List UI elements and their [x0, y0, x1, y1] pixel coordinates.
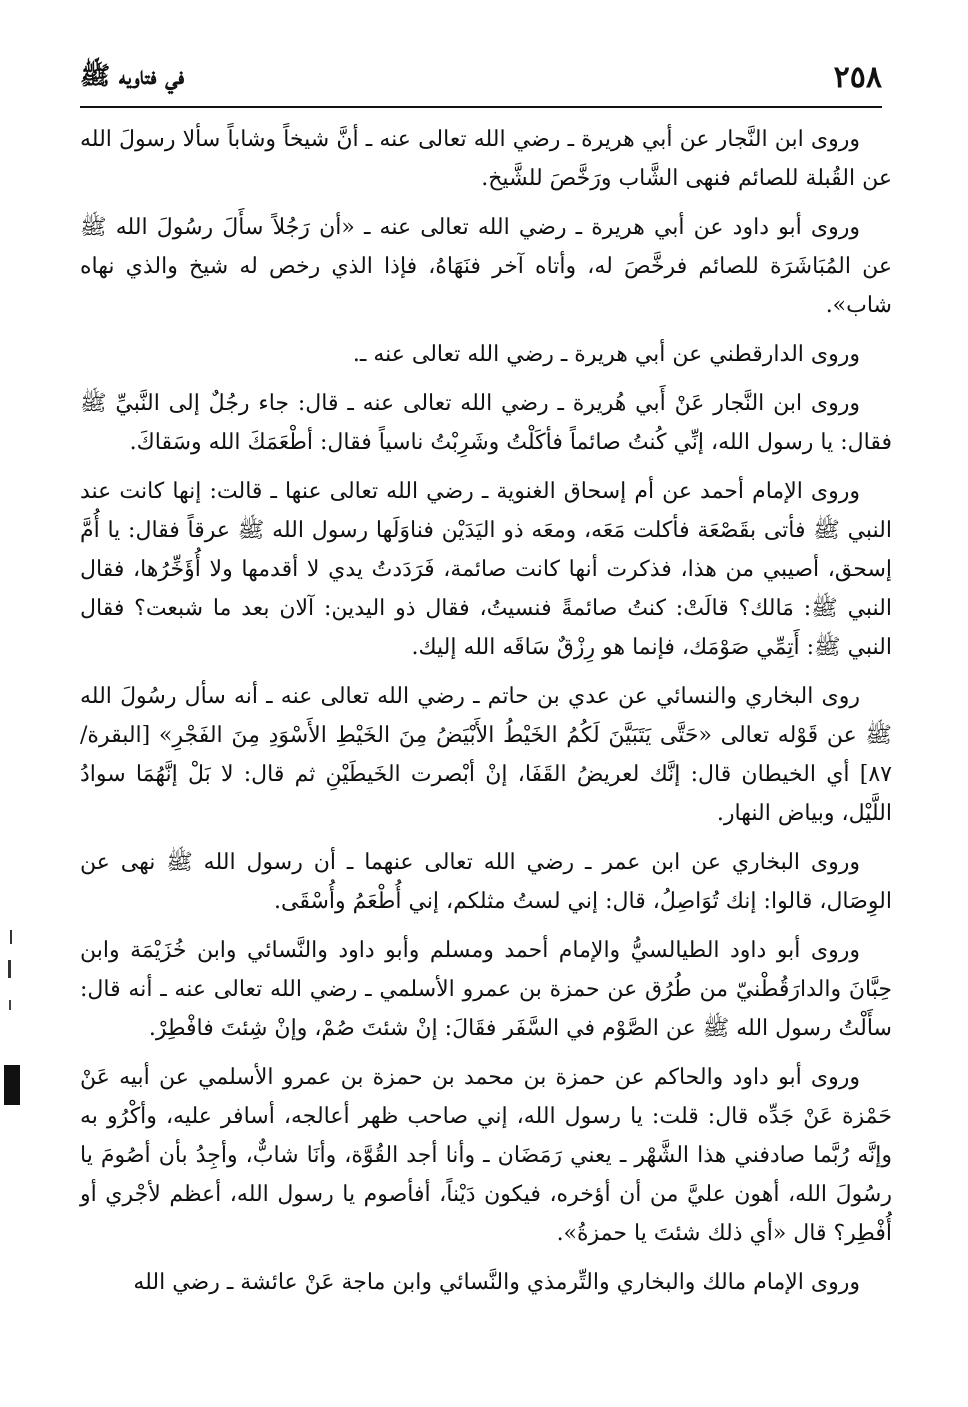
paragraph-9: وروى أبو داود والحاكم عن حمزة بن محمد بن حمزة بن عمرو الأسلمي عن أبيه عَنْ حَمْزة عَنْ جَدِّه قال: قلت: يا رسول الله، إني صاحب ظهر أعالجه، أسافر عليه، وأكْرُو به وإنَّه رُبَّما صادفني هذا الشَّهْر ـ يعني رَمَضَان ـ وأنا أجد القُوَّة، وأنَا شابٌّ، وأجِدُ بأن أصُومَ يا رسُولَ الله، أهون عليَّ من أن أؤخره، فيكون دَيْناً، أفأصوم يا رسول الله، أعظم لأجْري أو أُفْطِر؟ قال «أي ذلك شئتَ يا حمزةُ». [80, 1065, 892, 1246]
paragraph-10: وروى الإمام مالك والبخاري والتِّرمذي والنَّسائي وابن ماجة عَنْ عائشة ـ رضي الله [133, 1270, 860, 1295]
page-number: ٢٥٨ [833, 60, 882, 95]
paragraph-5: وروى الإمام أحمد عن أم إسحاق الغنوية ـ رضي الله تعالى عنها ـ قالت: إنها كانت عند النبي ﷺ فأتى بقَصْعَة فأكلت مَعَه، ومعَه ذو اليَدَيْن فناوَلَها رسول الله ﷺ عرقاً فقال: يا أُمَّ إسحق، أصيبي من هذا، فذكرت أنها كانت صائمة، فَرَدَدتُ يدي لا أقدمها ولا أُؤَخِّرُها، فقال النبي ﷺ: مَالك؟ قالَتْ: كنتُ صائمةً فنسيتُ، فقال ذو اليدين: آلان بعد ما شبعت؟ فقال النبي ﷺ: أَتِمِّي صَوْمَك، فإنما هو رِزْقٌ سَاقَه الله إليك. [80, 479, 892, 660]
paragraph-4: وروى ابن النَّجار عَنْ أَبي هُريرة ـ رضي الله تعالى عنه ـ قال: جاء رجُلٌ إلى النَّبيِّ ﷺ فقال: يا رسول الله، إنِّي كُنتُ صائماً فأكَلْتُ وشَرِبْتُ ناسياً فقال: أطْعَمَكَ الله وسَقاكَ. [80, 391, 892, 455]
paragraph-3: وروى الدارقطني عن أبي هريرة ـ رضي الله تعالى عنه ـ. [352, 342, 860, 367]
paragraph-6: روى البخاري والنسائي عن عدي بن حاتم ـ رضي الله تعالى عنه ـ أنه سأل رسُولَ الله ﷺ عن قَوْله تعالى «حَتَّى يَتَبَيَّنَ لَكُمُ الخَيْطُ الأَبْيَضُ مِنَ الخَيْطِ الأَسْوَدِ مِنَ الفَجْرِ» [البقرة/٨٧] أي الخيطان قال: إنَّك لعريضُ القَفَا، إنْ أبْصرت الخَيطَيْنِ ثم قال: لا بَلْ إنَّهُمَا سوادُ اللَّيْل، وبياض النهار. [80, 684, 892, 826]
body-text [80, 120, 892, 1312]
paragraph-8: وروى أبو داود الطيالسيُّ والإمام أحمد ومسلم وأبو داود والنَّسائي وابن خُزَيْمَة وابن حِبَّانَ والدارَقُطْنيّ من طُرُق عن حمزة بن عمرو الأسلمي ـ رضي الله تعالى عنه ـ أنه قال: سأَلْتُ رسول الله ﷺ عن الصَّوْم في السَّفَر فقَالَ: إنْ شئتَ صُمْ، وإنْ شِئتَ فافْطِرْ. [80, 938, 892, 1041]
scan-edge-marks [0, 930, 26, 1130]
running-head: في فتاويه ﷺ [80, 61, 185, 90]
page-header [80, 56, 882, 108]
paragraph-1: وروى ابن النَّجار عن أبي هريرة ـ رضي الله تعالى عنه ـ أنَّ شيخاً وشاباً سألا رسولَ الله عن القُبلة للصائم فنهى الشَّاب ورَخَّصَ للشَّيخ. [80, 127, 892, 191]
paragraph-7: وروى البخاري عن ابن عمر ـ رضي الله تعالى عنهما ـ أن رسول الله ﷺ نهى عن الوِصَال، قالوا: إنك تُوَاصِلُ، قال: إني لستُ مثلكم، إني أُطْعَمُ وأُسْقَى. [80, 850, 892, 914]
paragraph-2: وروى أبو داود عن أبي هريرة ـ رضي الله تعالى عنه ـ «أن رَجُلاً سأَلَ رسُولَ الله ﷺ عن المُبَاشَرَة للصائم فرخَّصَ له، وأتاه آخر فنَهَاهُ، فإذا الذي رخص له شيخ والذي نهاه شاب». [80, 215, 892, 318]
